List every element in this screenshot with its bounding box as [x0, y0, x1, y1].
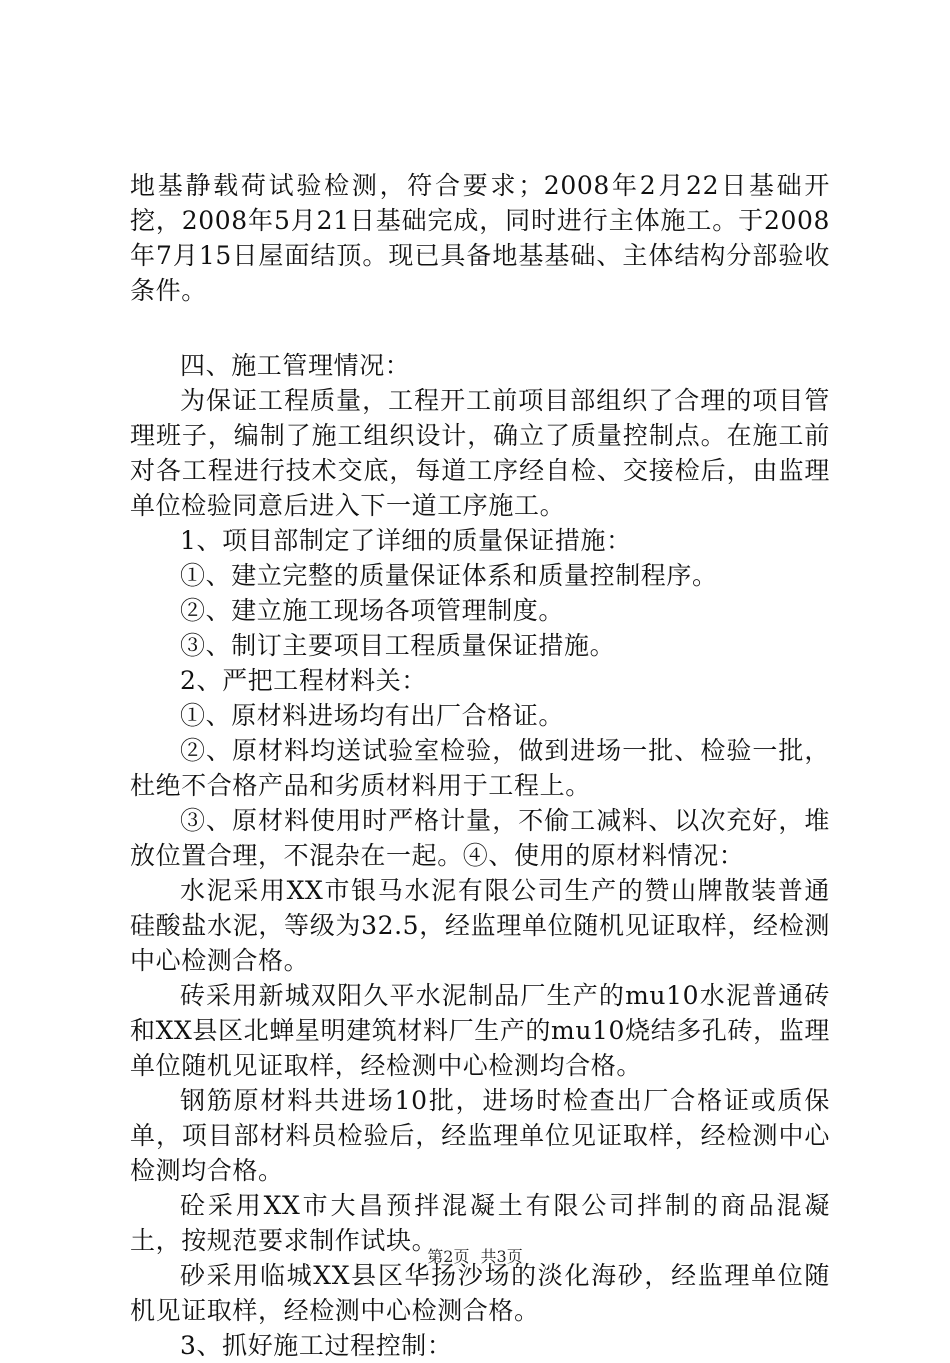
- paragraph-spacer: [130, 308, 830, 348]
- section-heading-construction-management: 四、施工管理情况：: [180, 351, 411, 380]
- page-number: 第2页: [427, 1247, 470, 1266]
- page-footer: [0, 1244, 950, 1267]
- paragraph-bricks: 砖采用新城双阳久平水泥制品厂生产的mu10水泥普通砖和XX县区北蝉星明建筑材料厂生产的mu10烧结多孔砖，监理单位随机见证取样，经检测中心检测均合格。: [130, 981, 830, 1080]
- page-total: 共3页: [480, 1247, 523, 1266]
- list-item: ③、原材料使用时严格计量，不偷工减料、以次充好，堆放位置合理，不混杂在一起。④、使用的原材料情况：: [130, 806, 830, 870]
- list-heading-process-control: 3、抓好施工过程控制：: [180, 1331, 453, 1360]
- paragraph-concrete: 砼采用XX市大昌预拌混凝土有限公司拌制的商品混凝土，按规范要求制作试块。: [130, 1191, 830, 1255]
- list-heading-quality-measures: 1、项目部制定了详细的质量保证措施：: [180, 526, 632, 555]
- list-item: ②、建立施工现场各项管理制度。: [180, 596, 565, 625]
- paragraph-quality-management: 为保证工程质量，工程开工前项目部组织了合理的项目管理班子，编制了施工组织设计，确立了质量控制点。在施工前对各工程进行技术交底，每道工序经自检、交接检后，由监理单位检验同意后进入下一道工序施工。: [130, 386, 830, 520]
- paragraph-rebar: 钢筋原材料共进场10批，进场时检查出厂合格证或质保单，项目部材料员检验后，经监理单位见证取样，经检测中心检测均合格。: [130, 1086, 830, 1185]
- document-body: [130, 168, 830, 1363]
- paragraph-foundation-progress: 地基静载荷试验检测，符合要求；2008年2月22日基础开挖，2008年5月21日基础完成，同时进行主体施工。于2008年7月15日屋面结顶。现已具备地基基础、主体结构分部验收条件。: [130, 171, 830, 305]
- list-heading-materials: 2、严把工程材料关：: [180, 666, 427, 695]
- list-item: ②、原材料均送试验室检验，做到进场一批、检验一批，杜绝不合格产品和劣质材料用于工程上。: [130, 736, 830, 800]
- list-item: ①、建立完整的质量保证体系和质量控制程序。: [180, 561, 718, 590]
- list-item: ③、制订主要项目工程质量保证措施。: [180, 631, 616, 660]
- paragraph-cement: 水泥采用XX市银马水泥有限公司生产的赞山牌散装普通硅酸盐水泥，等级为32.5，经监理单位随机见证取样，经检测中心检测合格。: [130, 876, 830, 975]
- paragraph-sand: 砂采用临城XX县区华扬沙场的淡化海砂，经监理单位随机见证取样，经检测中心检测合格。: [130, 1261, 830, 1325]
- list-item: ①、原材料进场均有出厂合格证。: [180, 701, 565, 730]
